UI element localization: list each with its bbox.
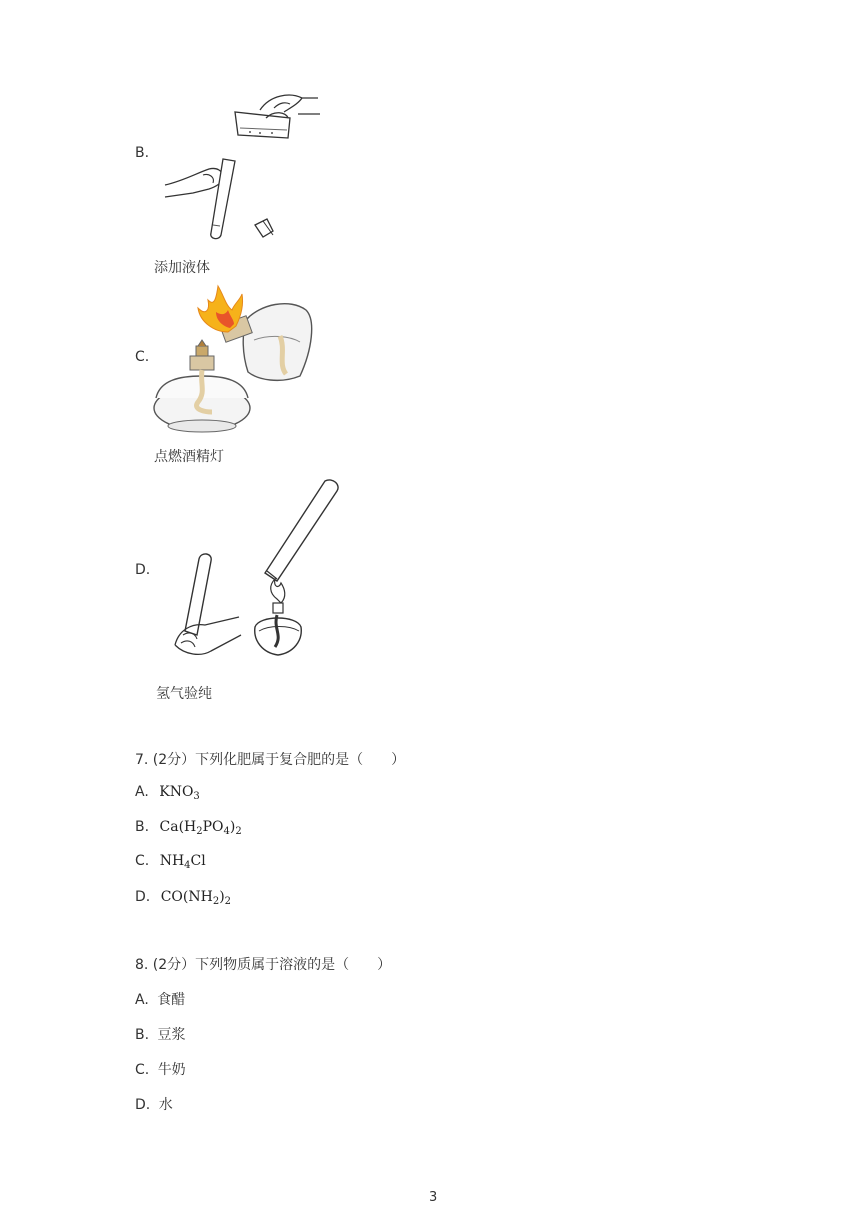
option-b-letter: B. xyxy=(135,145,150,161)
add-liquid-illustration xyxy=(163,155,283,245)
q7-option-a-letter: A. xyxy=(135,784,149,800)
q8-option-d[interactable] xyxy=(135,1094,173,1114)
q7-option-d-formula: $CO(NH_2)_2$ xyxy=(160,889,232,907)
q7-option-c-letter: C. xyxy=(135,853,150,869)
q8-option-a-text: 食醋 xyxy=(157,992,186,1008)
option-c-caption: 点燃酒精灯 xyxy=(154,449,224,465)
q7-option-b[interactable] xyxy=(135,819,242,837)
q7-option-d-letter: D. xyxy=(135,889,151,905)
q7-option-c[interactable] xyxy=(135,853,206,871)
hydrogen-purity-test-illustration xyxy=(165,475,365,675)
page-number: 3 xyxy=(429,1190,438,1205)
q8-option-b[interactable] xyxy=(135,1024,186,1044)
beaker-pouring-illustration xyxy=(230,90,330,145)
option-d-caption: 氢气验纯 xyxy=(156,686,212,702)
q8-option-b-text: 豆浆 xyxy=(157,1027,186,1043)
alcohol-lamp-lighting-illustration xyxy=(150,280,320,440)
q8-option-c[interactable] xyxy=(135,1059,186,1079)
q8-option-c-letter: C. xyxy=(135,1062,150,1078)
q7-option-b-formula: $Ca(H_2PO_4)_2$ xyxy=(159,819,242,837)
q7-option-a-formula: $KNO_3$ xyxy=(159,784,200,802)
q7-option-b-letter: B. xyxy=(135,819,150,835)
q8-option-a[interactable] xyxy=(135,989,185,1009)
q7-option-c-formula: $NH_4Cl$ xyxy=(159,853,206,871)
question-8-stem: 8. (2分）下列物质属于溶液的是（ ） xyxy=(135,957,392,973)
q8-option-b-letter: B. xyxy=(135,1027,150,1043)
q8-option-d-text: 水 xyxy=(158,1097,173,1113)
q8-option-c-text: 牛奶 xyxy=(157,1062,186,1078)
q8-option-d-letter: D. xyxy=(135,1097,151,1113)
q7-option-a[interactable] xyxy=(135,784,200,802)
option-d-letter: D. xyxy=(135,562,151,578)
q7-option-d[interactable] xyxy=(135,889,231,907)
q8-option-a-letter: A. xyxy=(135,992,149,1008)
option-c-letter: C. xyxy=(135,349,150,365)
question-7-stem: 7. (2分）下列化肥属于复合肥的是（ ） xyxy=(135,752,406,768)
option-b-caption: 添加液体 xyxy=(154,260,210,276)
